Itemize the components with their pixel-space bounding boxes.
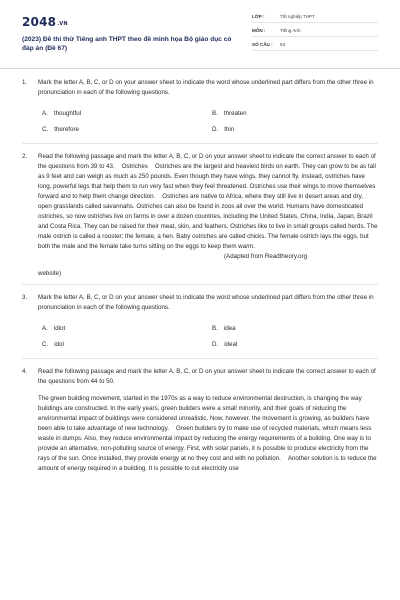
question-prompt: Read the following passage and mark the letter A, B, C, or D on your answer sheet to indicate the correct answer to each of the questions from 39 to 43. xyxy=(38,153,376,170)
question-4 xyxy=(22,367,378,474)
meta-label-subject: MÔN : xyxy=(252,28,266,33)
passage-paragraph: The green building movement, started in the 1970s as a way to reduce environmental destruction, is changing the way buildings are constructed. In the early years, green builders were a small minority, and their goals of reducing the environmental impact of buildings were considered unrealistic. Now, however, the movement is growing, as builders have been able to take advantage of new technology. xyxy=(38,395,370,432)
answer-options xyxy=(38,106,378,138)
question-prompt: Read the following passage and mark the letter A, B, C, or D on your answer sheet to indicate the correct answer to each of the questions from 44 to 50. xyxy=(38,368,376,385)
meta-value-count: 53 xyxy=(280,42,286,47)
meta-row-class xyxy=(252,10,378,23)
question-number: 2. xyxy=(22,153,28,160)
option-c[interactable]: C. idol xyxy=(42,341,64,348)
site-logo[interactable]: 2048.VN xyxy=(22,15,68,29)
question-2 xyxy=(22,152,378,279)
question-1 xyxy=(22,78,378,138)
passage-paragraph: Green builders try to make use of recycled materials, which means less waste in dumps. Also, they reduce environmental impact by reducing the energy requirements of a building. One way is to provide an alternative, non-polluting source of energy. First, with solar panels, it is possible to produce electricity from the rays of the sun. Once installed, they provide energy at no they cost and with no pollution. xyxy=(38,425,372,462)
passage-title: Ostriches xyxy=(121,163,148,170)
meta-value-subject: Tiếng Anh xyxy=(280,28,301,33)
header-divider xyxy=(0,68,400,69)
question-number: 1. xyxy=(22,79,28,86)
page-header xyxy=(0,0,400,66)
option-b[interactable]: B. threaten xyxy=(212,110,247,117)
meta-row-subject xyxy=(252,24,378,37)
meta-row-count xyxy=(252,38,378,51)
option-b[interactable]: B. idea xyxy=(212,325,236,332)
question-separator xyxy=(22,358,378,359)
questions-content xyxy=(22,78,378,474)
question-separator xyxy=(22,143,378,144)
question-separator xyxy=(22,284,378,285)
option-a[interactable]: A. thoughtful xyxy=(42,110,82,117)
question-prompt: Mark the letter A, B, C, or D on your answer sheet to indicate the word whose underlined part differs from the other three in pronunciation in each of the following questions. xyxy=(38,294,374,311)
passage-source-continued: website) xyxy=(38,270,62,277)
logo-suffix: .VN xyxy=(57,21,68,27)
answer-options xyxy=(38,321,378,353)
option-c[interactable]: C. therefore xyxy=(42,126,79,133)
reading-passage xyxy=(38,394,378,474)
passage-paragraph: Ostriches are native to Africa, where they still live in desert areas and dry, open grasslands called savannahs. Ostriches can also be found in zoos all over the world. Humans have domesticated ostriches, so now ostriches live on farms in over a dozen countries, including the United States, China, India, Japan, Brazil and Costa Rica. They can be raised for their meat, skin, and feathers. Ostriches like to live in small groups called herds. The male ostrich is called a rooster; the female, a hen. Baby ostriches are called chicks. The female ostrich lays the eggs, but both the male and the female take turns sitting on the eggs to keep them warm. xyxy=(38,193,378,250)
passage-paragraph: Another solution is to reduce the amount of energy required in a building. It is possible to cut electricity use xyxy=(38,455,377,472)
question-number: 4. xyxy=(22,368,28,375)
meta-value-class: Tốt nghiệp THPT xyxy=(280,14,315,19)
document-title: (2023) Đề thi thử Tiếng anh THPT theo đề minh họa Bộ giáo dục có đáp án (Đề 67) xyxy=(22,36,232,52)
meta-label-class: LỚP : xyxy=(252,14,265,19)
meta-label-count: SỐ CÂU : xyxy=(252,42,273,47)
question-3 xyxy=(22,293,378,353)
option-d[interactable]: D. thin xyxy=(212,126,235,133)
option-a[interactable]: A. idiot xyxy=(42,325,66,332)
question-prompt: Mark the letter A, B, C, or D on your answer sheet to indicate the word whose underlined part differs from the other three in pronunciation in each of the following questions. xyxy=(38,79,374,96)
question-number: 3. xyxy=(22,294,28,301)
passage-source: (Adapted from Readtheory.org xyxy=(224,253,308,260)
reading-passage xyxy=(38,152,378,252)
passage-paragraph: Ostriches are the largest and heaviest birds on earth. They can grow to be as tall as 9 feet and can weigh as much as 250 pounds. Even though they have wings, they cannot fly. Instead, ostriches have long, powerful legs that help them to run very fast when they feel threatened. Ostriches use their wings to move themselves forward and to help them change direction. xyxy=(38,163,376,200)
option-d[interactable]: D. ideal xyxy=(212,341,238,348)
